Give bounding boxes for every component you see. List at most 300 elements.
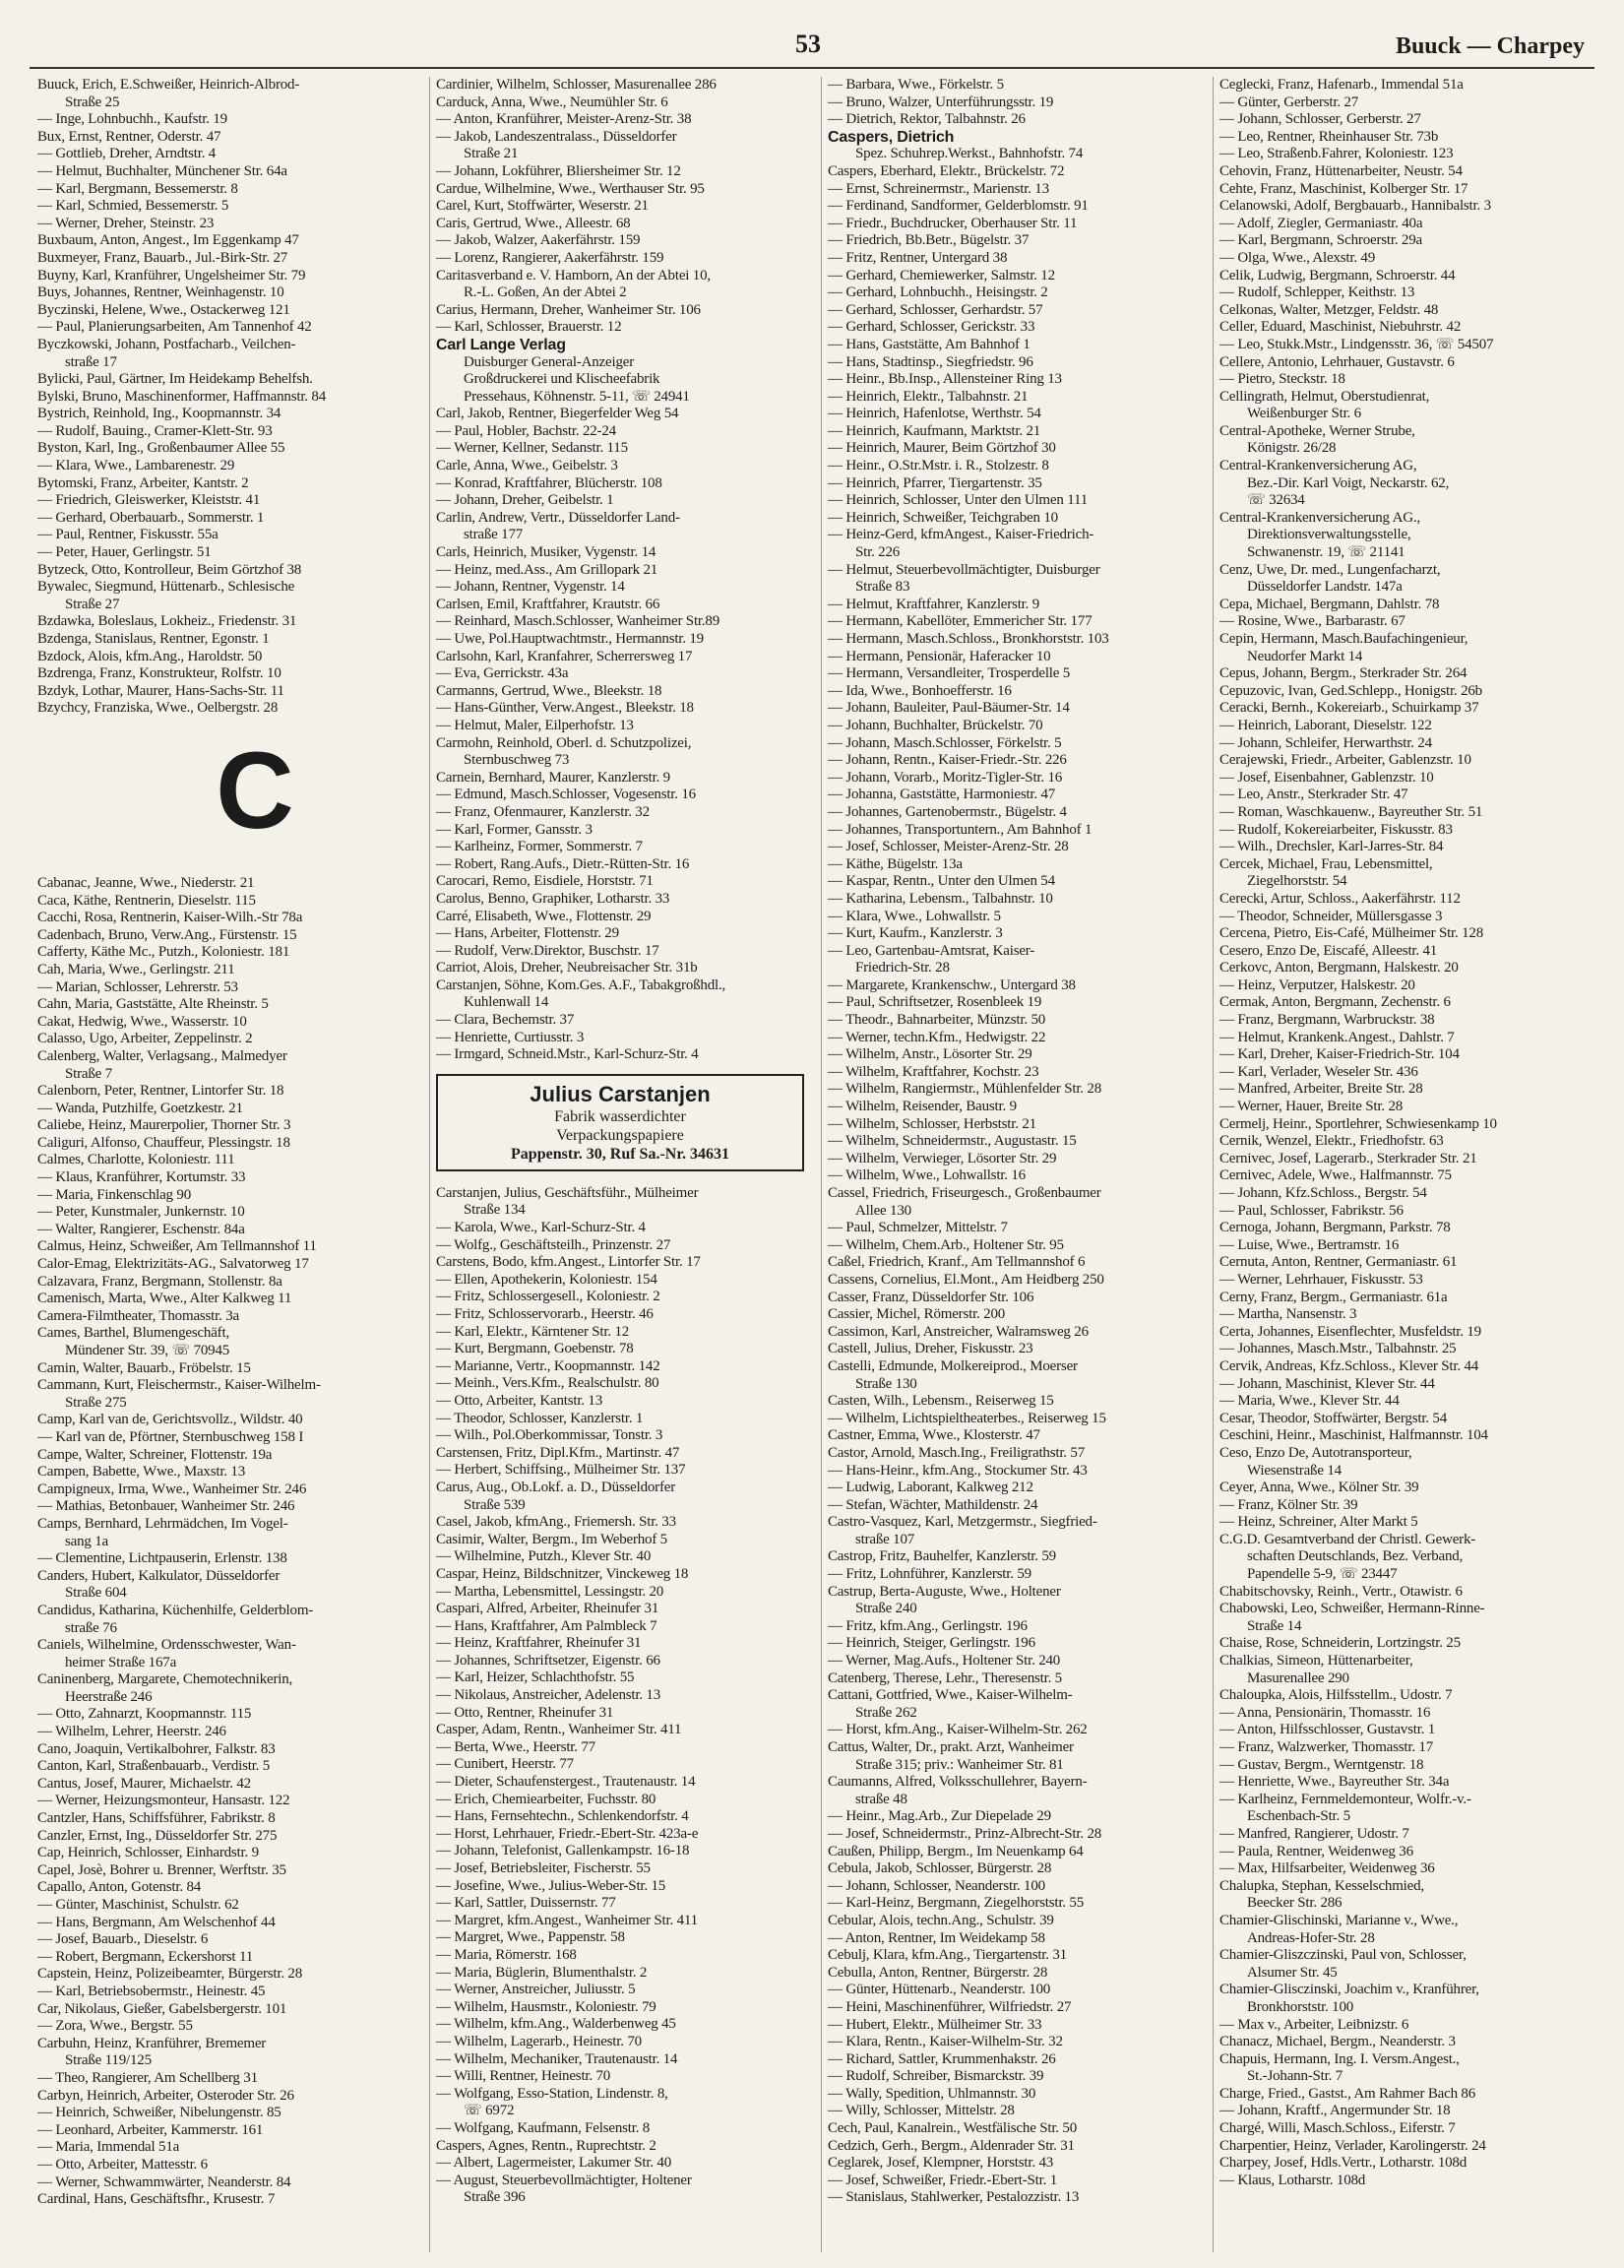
directory-entry: — Johanna, Gaststätte, Harmoniestr. 47 — [828, 787, 1056, 803]
directory-entry: Buxbaum, Anton, Angest., Im Eggenkamp 47 — [37, 232, 299, 249]
directory-entry: Cerajewski, Friedr., Arbeiter, Gablenzstr. 10 — [1219, 752, 1471, 769]
directory-entry: Weißenburger Str. 6 — [1247, 406, 1361, 422]
directory-entry: Bez.-Dir. Karl Voigt, Neckarstr. 62, — [1247, 474, 1450, 491]
ad-line1: Fabrik wasserdichter — [554, 1107, 686, 1125]
directory-entry: ☏ 32634 — [1247, 492, 1305, 509]
directory-entry: — Peter, Hauer, Gerlingstr. 51 — [37, 544, 212, 561]
directory-entry: — Wilhelm, Anstr., Lösorter Str. 29 — [828, 1046, 1032, 1063]
directory-entry: — Bruno, Walzer, Unterführungsstr. 19 — [828, 94, 1054, 110]
directory-entry: Cermelj, Heinr., Sportlehrer, Schwiesenkamp 10 — [1219, 1115, 1497, 1132]
directory-entry: — Werner, Heizungsmonteur, Hansastr. 122 — [37, 1793, 290, 1809]
directory-entry: — Johannes, Masch.Mstr., Talbahnstr. 25 — [1219, 1341, 1457, 1357]
directory-entry: — Eva, Gerrickstr. 43a — [436, 665, 569, 682]
directory-entry: Chaise, Rose, Schneiderin, Lortzingstr. 25 — [1219, 1635, 1461, 1652]
directory-entry: Camin, Walter, Bauarb., Fröbelstr. 15 — [37, 1359, 251, 1376]
directory-entry: — Johann, Telefonist, Gallenkampstr. 16-18 — [436, 1843, 690, 1859]
directory-entry: — Berta, Wwe., Heerstr. 77 — [436, 1738, 595, 1755]
directory-entry: Chabitschovsky, Reinh., Vertr., Otawistr. 6 — [1219, 1583, 1463, 1600]
directory-entry: Charpey, Josef, Hdls.Vertr., Lotharstr. 108d — [1219, 2155, 1468, 2172]
directory-entry: Cakat, Hedwig, Wwe., Wasserstr. 10 — [37, 1013, 247, 1030]
directory-entry: — Meinh., Vers.Kfm., Realschulstr. 80 — [436, 1375, 659, 1392]
directory-entry: — Johann, Schleifer, Herwarthstr. 24 — [1219, 734, 1432, 751]
directory-entry: — Roman, Waschkauenw., Bayreuther Str. 51 — [1219, 803, 1483, 820]
directory-entry: — Maria, Finkenschlag 90 — [37, 1186, 192, 1203]
directory-entry: Carbuhn, Heinz, Kranführer, Brememer — [37, 2035, 267, 2051]
directory-entry: Casper, Adam, Rentn., Wanheimer Str. 411 — [436, 1722, 682, 1738]
directory-entry: Bzdyk, Lothar, Maurer, Hans-Sachs-Str. 11 — [37, 682, 284, 699]
directory-entry: Bronkhorststr. 100 — [1247, 1998, 1354, 2015]
directory-entry: Celkonas, Walter, Metzger, Feldstr. 48 — [1219, 301, 1439, 318]
directory-entry: — Robert, Rang.Aufs., Dietr.-Rütten-Str. 16 — [436, 855, 690, 872]
directory-entry: — Theodor, Schneider, Müllersgasse 3 — [1219, 908, 1443, 924]
directory-entry: Bylski, Bruno, Maschinenformer, Haffmannstr. 84 — [37, 388, 327, 405]
directory-entry: — Wilhelm, Lagerarb., Heinestr. 70 — [436, 2033, 642, 2049]
directory-entry: — Maria, Wwe., Klever Str. 44 — [1219, 1393, 1400, 1410]
directory-entry: Schwanenstr. 19, ☏ 21141 — [1247, 544, 1405, 561]
directory-entry: Ceracki, Bernh., Kokereiarb., Schuirkamp 37 — [1219, 700, 1479, 717]
directory-entry: — Günter, Gerberstr. 27 — [1219, 94, 1359, 110]
directory-entry: — Gustav, Bergm., Werntgenstr. 18 — [1219, 1756, 1424, 1773]
directory-entry: Campen, Babette, Wwe., Maxstr. 13 — [37, 1464, 245, 1480]
directory-entry: Carius, Hermann, Dreher, Wanheimer Str. 106 — [436, 301, 701, 318]
directory-entry: — Günter, Maschinist, Schulstr. 62 — [37, 1897, 239, 1913]
directory-entry: — Margret, Wwe., Pappenstr. 58 — [436, 1929, 625, 1946]
directory-entry: Camenisch, Marta, Wwe., Alter Kalkweg 11 — [37, 1291, 292, 1307]
directory-entry: Masurenallee 290 — [1247, 1670, 1349, 1686]
directory-entry: — Martha, Nansenstr. 3 — [1219, 1306, 1357, 1323]
directory-entry: Allee 130 — [855, 1202, 911, 1219]
directory-entry: Castner, Emma, Wwe., Klosterstr. 47 — [828, 1427, 1040, 1444]
directory-entry: Canton, Karl, Straßenbauarb., Verdistr. 5 — [37, 1758, 271, 1775]
directory-entry: — Heinz, Kraftfahrer, Rheinufer 31 — [436, 1635, 642, 1652]
directory-entry: — Paul, Rentner, Fiskusstr. 55a — [37, 527, 219, 543]
directory-entry: Castrop, Fritz, Bauhelfer, Kanzlerstr. 59 — [828, 1548, 1056, 1565]
directory-entry: Str. 226 — [855, 544, 901, 561]
directory-entry: — Heinr., Mag.Arb., Zur Diepelade 29 — [828, 1808, 1051, 1825]
directory-entry: — Fritz, Schlosservorarb., Heerstr. 46 — [436, 1306, 654, 1322]
directory-entry: — Hans, Gaststätte, Am Bahnhof 1 — [828, 336, 1031, 352]
directory-entry: Caca, Käthe, Rentnerin, Dieselstr. 115 — [37, 892, 256, 909]
directory-entry: — Pietro, Steckstr. 18 — [1219, 371, 1345, 388]
directory-entry: — Johann, Schlosser, Neanderstr. 100 — [828, 1877, 1045, 1894]
directory-entry: Camp, Karl van de, Gerichtsvollz., Wildstr. 40 — [37, 1412, 303, 1428]
directory-entry: Eschenbach-Str. 5 — [1247, 1808, 1350, 1825]
directory-entry: — Konrad, Kraftfahrer, Blücherstr. 108 — [436, 474, 662, 491]
directory-entry: Caninenberg, Margarete, Chemotechnikerin, — [37, 1671, 293, 1688]
directory-entry: straße 48 — [855, 1791, 907, 1807]
directory-entry: — Peter, Kunstmaler, Junkernstr. 10 — [37, 1204, 245, 1221]
directory-entry: Candidus, Katharina, Küchenhilfe, Gelderblom- — [37, 1602, 314, 1618]
directory-entry: Carlsohn, Karl, Kranfahrer, Scherrersweg 17 — [436, 648, 693, 664]
directory-entry: — Johann, Buchhalter, Brückelstr. 70 — [828, 717, 1043, 733]
directory-entry: — Marianne, Vertr., Koopmannstr. 142 — [436, 1357, 660, 1374]
directory-entry: — Wilhelm, Verwieger, Lösorter Str. 29 — [828, 1150, 1057, 1166]
directory-entry: Cerecki, Artur, Schloss., Aakerfährstr. 112 — [1219, 890, 1461, 907]
directory-entry: — Friedrich, Gleiswerker, Kleiststr. 41 — [37, 492, 261, 509]
directory-entry: — Heinz, Verputzer, Halskestr. 20 — [1219, 976, 1415, 993]
directory-entry: Carel, Kurt, Stoffwärter, Weserstr. 21 — [436, 198, 649, 215]
directory-entry: — Hans, Fernsehtechn., Schlenkendorfstr. 4 — [436, 1808, 689, 1825]
directory-entry: Caris, Gertrud, Wwe., Alleestr. 68 — [436, 215, 631, 231]
directory-entry: — Rudolf, Schlepper, Keithstr. 13 — [1219, 284, 1415, 301]
directory-entry: — Wilhelm, Lichtspieltheaterbes., Reiserweg 15 — [828, 1410, 1106, 1426]
directory-entry: — Nikolaus, Anstreicher, Adelenstr. 13 — [436, 1687, 661, 1704]
directory-entry: — Heinz-Gerd, kfmAngest., Kaiser-Friedrich- — [828, 527, 1094, 543]
directory-entry: — Werner, Lehrhauer, Fiskusstr. 53 — [1219, 1271, 1423, 1288]
directory-entry: Capel, Josè, Bohrer u. Brenner, Werftstr. 35 — [37, 1861, 286, 1878]
directory-entry: — Heinrich, Schlosser, Unter den Ulmen 111 — [828, 492, 1088, 509]
directory-entry: Cantzler, Hans, Schiffsführer, Fabrikstr. 8 — [37, 1810, 276, 1827]
directory-entry: — Wilhelm, Schlosser, Herbststr. 21 — [828, 1115, 1036, 1132]
directory-entry: Cantus, Josef, Maurer, Michaelstr. 42 — [37, 1775, 251, 1792]
directory-entry: — Friedrich, Bb.Betr., Bügelstr. 37 — [828, 232, 1030, 249]
directory-entry: — Helmut, Krankenk.Angest., Dahlstr. 7 — [1219, 1029, 1455, 1045]
directory-entry: — Wolfgang, Esso-Station, Lindenstr. 8, — [436, 2085, 668, 2102]
directory-entry: — Erich, Chemiearbeiter, Fuchsstr. 80 — [436, 1791, 656, 1807]
directory-entry: Caußen, Philipp, Bergm., Im Neuenkamp 64 — [828, 1843, 1084, 1859]
directory-entry: — Hans-Günther, Verw.Angest., Bleekstr. 18 — [436, 700, 694, 717]
directory-entry: Ceglecki, Franz, Hafenarb., Immendal 51a — [1219, 77, 1464, 93]
directory-entry: Cassel, Friedrich, Friseurgesch., Großenbaumer — [828, 1185, 1101, 1201]
directory-entry: Cenz, Uwe, Dr. med., Lungenfacharzt, — [1219, 561, 1441, 578]
directory-entry: — Hermann, Pensionär, Haferacker 10 — [828, 648, 1051, 664]
directory-entry: schaften Deutschlands, Bez. Verband, — [1247, 1548, 1464, 1565]
directory-entry: Carbyn, Heinrich, Arbeiter, Osteroder Str. 26 — [37, 2087, 294, 2104]
directory-entry: — Willy, Schlosser, Mittelstr. 28 — [828, 2103, 1015, 2119]
directory-entry: — Wilh., Pol.Oberkommissar, Tonstr. 3 — [436, 1427, 663, 1444]
directory-entry: Straße 134 — [464, 1202, 526, 1219]
directory-entry: Cattus, Walter, Dr., prakt. Arzt, Wanheimer — [828, 1739, 1074, 1755]
directory-entry: Ceso, Enzo De, Autotransporteur, — [1219, 1444, 1412, 1461]
directory-entry: Capallo, Anton, Gotenstr. 84 — [37, 1879, 202, 1896]
directory-entry: — Herbert, Schiffsing., Mülheimer Str. 137 — [436, 1462, 686, 1479]
directory-entry: — Leo, Anstr., Sterkrader Str. 47 — [1219, 787, 1408, 803]
directory-entry: — Paul, Schriftsetzer, Rosenbleek 19 — [828, 994, 1042, 1011]
directory-entry: Casten, Wilh., Lebensm., Reiserweg 15 — [828, 1393, 1054, 1410]
directory-entry: Cames, Barthel, Blumengeschäft, — [37, 1325, 229, 1342]
directory-entry: — Heinrich, Elektr., Talbahnstr. 21 — [828, 388, 1029, 405]
column-4 — [1213, 77, 1595, 2252]
directory-entry: — Gerhard, Schlosser, Gerhardstr. 57 — [828, 301, 1043, 318]
page-header — [0, 0, 1624, 69]
directory-entry: Casel, Jakob, kfmAng., Friemersh. Str. 33 — [436, 1514, 676, 1531]
directory-entry: Carstanjen, Söhne, Kom.Ges. A.F., Tabakgroßhdl., — [436, 976, 726, 993]
directory-entry: Carstanjen, Julius, Geschäftsführ., Mülheimer — [436, 1184, 699, 1201]
directory-entry: straße 107 — [855, 1531, 915, 1547]
directory-entry: Bytzeck, Otto, Kontrolleur, Beim Görtzhof 38 — [37, 561, 302, 578]
directory-entry: — Kurt, Bergmann, Goebenstr. 78 — [436, 1341, 634, 1357]
directory-entry: — Franz, Kölner Str. 39 — [1219, 1496, 1358, 1513]
directory-entry: — Günter, Hüttenarb., Neanderstr. 100 — [828, 1982, 1051, 1998]
directory-entry: Carus, Aug., Ob.Lokf. a. D., Düsseldorfer — [436, 1479, 676, 1495]
directory-entry: Cahn, Maria, Gaststätte, Alte Rheinstr. 5 — [37, 996, 269, 1013]
directory-entry: — Friedr., Buchdrucker, Oberhauser Str. 11 — [828, 215, 1078, 231]
directory-entry: — Helmut, Buchhalter, Münchener Str. 64a — [37, 162, 287, 179]
directory-entry: — Heini, Maschinenführer, Wilfriedstr. 27 — [828, 1998, 1072, 2015]
directory-entry: Duisburger General-Anzeiger — [464, 353, 634, 370]
directory-entry: — Hans, Kraftfahrer, Am Palmbleck 7 — [436, 1617, 657, 1634]
directory-entry: Carl, Jakob, Rentner, Biegerfelder Weg 54 — [436, 406, 679, 422]
directory-entry: — Heinr., Bb.Insp., Allensteiner Ring 13 — [828, 371, 1062, 388]
directory-entry: — Karl, Bergmann, Schroerstr. 29a — [1219, 232, 1422, 249]
directory-entry: Ceyer, Anna, Wwe., Kölner Str. 39 — [1219, 1480, 1419, 1496]
directory-entry: — Heinrich, Schweißer, Teichgraben 10 — [828, 509, 1058, 526]
directory-entry: — Barbara, Wwe., Förkelstr. 5 — [828, 77, 1004, 93]
directory-entry: Chanacz, Michael, Bergm., Neanderstr. 3 — [1219, 2034, 1456, 2050]
directory-entry: Straße 83 — [855, 579, 910, 596]
directory-entry: — Karl, Schmied, Bessemerstr. 5 — [37, 198, 229, 215]
directory-entry: — Josef, Betriebsleiter, Fischerstr. 55 — [436, 1860, 651, 1876]
directory-entry: Charpentier, Heinz, Verlader, Karolingerstr. 24 — [1219, 2137, 1486, 2154]
directory-entry: Canzler, Ernst, Ing., Düsseldorfer Str. 275 — [37, 1827, 278, 1844]
directory-entry: — Karl-Heinz, Bergmann, Ziegelhorststr. 55 — [828, 1895, 1085, 1912]
directory-entry: — Karl, Verlader, Weseler Str. 436 — [1219, 1063, 1418, 1080]
directory-entry: — Hermann, Kabellöter, Emmericher Str. 177 — [828, 613, 1093, 630]
directory-entry: — Karlheinz, Former, Sommerstr. 7 — [436, 839, 643, 855]
directory-entry: — Katharina, Lebensm., Talbahnstr. 10 — [828, 890, 1053, 907]
directory-entry: Cebulla, Anton, Rentner, Bürgerstr. 28 — [828, 1964, 1048, 1981]
directory-entry: Cacchi, Rosa, Rentnerin, Kaiser-Wilh.-Str 78a — [37, 910, 303, 926]
directory-entry: Cedzich, Gerh., Bergm., Aldenrader Str. 31 — [828, 2137, 1075, 2154]
column-3 — [821, 77, 1204, 2252]
directory-entry: Cervik, Andreas, Kfz.Schloss., Klever Str. 44 — [1219, 1357, 1479, 1374]
directory-entry: — Ludwig, Laborant, Kalkweg 212 — [828, 1480, 1033, 1496]
directory-entry: Caniels, Wilhelmine, Ordensschwester, Wan- — [37, 1637, 296, 1654]
directory-entry: Caliguri, Alfonso, Chauffeur, Plessingstr. 18 — [37, 1134, 290, 1151]
directory-entry: — Henriette, Curtiusstr. 3 — [436, 1029, 585, 1045]
directory-entry: — Karl, Schlosser, Brauerstr. 12 — [436, 319, 622, 336]
directory-entry: Campe, Walter, Schreiner, Flottenstr. 19a — [37, 1446, 273, 1463]
directory-entry: Cassimon, Karl, Anstreicher, Walramsweg 26 — [828, 1323, 1089, 1340]
directory-entry: Catenberg, Therese, Lehr., Theresenstr. 5 — [828, 1670, 1062, 1686]
directory-entry: ☏ 6972 — [464, 2103, 515, 2119]
directory-entry: — Adolf, Ziegler, Germaniastr. 40a — [1219, 215, 1423, 231]
directory-entry: Byston, Karl, Ing., Großenbaumer Allee 55 — [37, 440, 285, 457]
directory-entry: — Helmut, Maler, Eilperhofstr. 13 — [436, 717, 634, 733]
directory-entry: — Maria, Büglerin, Blumenthalstr. 2 — [436, 1964, 648, 1981]
directory-entry: Alsumer Str. 45 — [1247, 1964, 1338, 1981]
directory-entry: — Theodor, Schlosser, Kanzlerstr. 1 — [436, 1410, 644, 1426]
directory-entry: Cesar, Theodor, Stoffwärter, Bergstr. 54 — [1219, 1410, 1447, 1426]
directory-entry: Celanowski, Adolf, Bergbauarb., Hannibalstr. 3 — [1219, 198, 1491, 215]
directory-entry: — Richard, Sattler, Krummenhakstr. 26 — [828, 2050, 1056, 2067]
directory-entry: — Karl van de, Pförtner, Sternbuschweg 158 I — [37, 1428, 304, 1445]
directory-entry: Chamier-Glisczinski, Joachim v., Kranführer, — [1219, 1982, 1479, 1998]
directory-entry: Cernoga, Johann, Bergmann, Parkstr. 78 — [1219, 1220, 1451, 1236]
directory-entry: Straße 130 — [855, 1375, 917, 1392]
directory-entry: — Ida, Wwe., Bonhoefferstr. 16 — [828, 682, 1012, 699]
directory-entry: — Fritz, Schlossergesell., Koloniestr. 2 — [436, 1289, 660, 1305]
directory-entry: Straße 275 — [65, 1394, 127, 1411]
directory-entry: Großdruckerei und Klischeefabrik — [464, 371, 660, 388]
directory-entry: Cebulj, Klara, kfm.Ang., Tiergartenstr. 31 — [828, 1947, 1067, 1964]
directory-entry: Carmohn, Reinhold, Oberl. d. Schutzpolizei, — [436, 734, 692, 751]
directory-entry: Carls, Heinrich, Musiker, Vygenstr. 14 — [436, 544, 656, 561]
directory-entry: Calmus, Heinz, Schweißer, Am Tellmannshof 11 — [37, 1238, 317, 1255]
directory-entry: Wiesenstraße 14 — [1247, 1462, 1342, 1479]
directory-entry: — Heinrich, Kaufmann, Marktstr. 21 — [828, 422, 1041, 439]
directory-entry: — Cunibert, Heerstr. 77 — [436, 1756, 574, 1773]
directory-entry: — Josef, Eisenbahner, Gablenzstr. 10 — [1219, 769, 1434, 786]
directory-entry: — August, Steuerbevollmächtigter, Holtener — [436, 2172, 692, 2188]
directory-entry: — Johann, Kraftf., Angermunder Str. 18 — [1219, 2103, 1451, 2119]
directory-entry: Cepin, Hermann, Masch.Baufachingenieur, — [1219, 631, 1468, 647]
directory-entry: — Leo, Straßenb.Fahrer, Koloniestr. 123 — [1219, 146, 1454, 162]
column-1 — [37, 77, 413, 2252]
directory-entry: Bylicki, Paul, Gärtner, Im Heidekamp Behelfsh. — [37, 371, 313, 388]
directory-entry: — Margarete, Krankenschw., Untergard 38 — [828, 976, 1076, 993]
directory-entry: — Zora, Wwe., Bergstr. 55 — [37, 2018, 193, 2035]
directory-entry: Carocari, Remo, Eisdiele, Horststr. 71 — [436, 873, 654, 890]
directory-entry: Straße 21 — [464, 146, 519, 162]
directory-entry: — Marian, Schlosser, Lehrerstr. 53 — [37, 978, 238, 995]
directory-entry: Heerstraße 246 — [65, 1688, 153, 1705]
directory-entry: Mündener Str. 39, ☏ 70945 — [65, 1343, 230, 1358]
directory-entry: — Gerhard, Oberbauarb., Sommerstr. 1 — [37, 509, 265, 526]
directory-entry: — Kaspar, Rentn., Unter den Ulmen 54 — [828, 873, 1055, 890]
directory-entry: Caspari, Alfred, Arbeiter, Rheinufer 31 — [436, 1601, 659, 1617]
directory-entry: Byczkowski, Johann, Postfacharb., Veilchen- — [37, 336, 296, 352]
directory-entry: — Karlheinz, Fernmeldemonteur, Wolfr.-v.- — [1219, 1791, 1471, 1807]
directory-entry: — Robert, Bergmann, Eckershorst 11 — [37, 1948, 253, 1965]
directory-entry: — Wilhelm, Rangiermstr., Mühlenfelder Str. 28 — [828, 1081, 1101, 1098]
directory-entry: Bzdock, Alois, kfm.Ang., Haroldstr. 50 — [37, 648, 263, 664]
advertisement-box — [436, 1074, 804, 1171]
directory-entry: Castell, Julius, Dreher, Fiskusstr. 23 — [828, 1341, 1033, 1357]
directory-entry: — Heinrich, Maurer, Beim Görtzhof 30 — [828, 440, 1056, 457]
directory-entry: — Maria, Römerstr. 168 — [436, 1946, 577, 1963]
directory-entry: Bywalec, Siegmund, Hüttenarb., Schlesische — [37, 579, 295, 596]
directory-entry: Straße 25 — [65, 94, 120, 110]
directory-entry: Cebula, Jakob, Schlosser, Bürgerstr. 28 — [828, 1860, 1052, 1877]
directory-entry: Canders, Hubert, Kalkulator, Düsseldorfer — [37, 1567, 281, 1584]
directory-entry: Castor, Arnold, Masch.Ing., Freiligrathstr. 57 — [828, 1444, 1086, 1461]
directory-entry: — Klaus, Lotharstr. 108d — [1219, 2172, 1366, 2188]
directory-entry: Straße 262 — [855, 1704, 917, 1721]
directory-entry: — Wilhelm, Hausmstr., Koloniestr. 79 — [436, 1998, 656, 2015]
directory-entry: Carriot, Alois, Dreher, Neubreisacher Str. 31b — [436, 960, 698, 976]
directory-entry: — Leo, Rentner, Rheinhauser Str. 73b — [1219, 128, 1439, 145]
directory-entry: Cerkovc, Anton, Bergmann, Halskestr. 20 — [1219, 960, 1459, 976]
directory-entry: — Helmut, Steuerbevollmächtigter, Duisburger — [828, 561, 1100, 578]
directory-entry: — Otto, Zahnarzt, Koopmannstr. 115 — [37, 1706, 252, 1723]
directory-entry: — Wilhelm, Mechaniker, Trautenaustr. 14 — [436, 2050, 678, 2067]
directory-entry: Cano, Joaquin, Vertikalbohrer, Falkstr. 83 — [37, 1740, 276, 1757]
directory-entry: — Werner, Mag.Aufs., Holtener Str. 240 — [828, 1653, 1061, 1670]
directory-entry: Buxmeyer, Franz, Bauarb., Jul.-Birk-Str. 27 — [37, 249, 288, 266]
directory-entry: Spez. Schuhrep.Werkst., Bahnhofstr. 74 — [855, 146, 1084, 162]
ad-title: Julius Carstanjen — [530, 1081, 711, 1106]
directory-entry: — Johann, Maschinist, Klever Str. 44 — [1219, 1375, 1435, 1392]
directory-entry: Andreas-Hofer-Str. 28 — [1247, 1929, 1375, 1946]
directory-entry: Calmes, Charlotte, Koloniestr. 111 — [37, 1152, 235, 1168]
directory-entry: Calasso, Ugo, Arbeiter, Zeppelinstr. 2 — [37, 1031, 253, 1047]
directory-entry: — Wilh., Drechsler, Karl-Jarres-Str. 84 — [1219, 839, 1444, 855]
directory-entry: — Theo, Rangierer, Am Schellberg 31 — [37, 2069, 258, 2086]
directory-entry: Buuck, Erich, E.Schweißer, Heinrich-Albrod- — [37, 77, 300, 93]
directory-entry: — Theodr., Bahnarbeiter, Münzstr. 50 — [828, 1012, 1046, 1029]
directory-entry: Straße 14 — [1247, 1617, 1302, 1634]
directory-entry: — Heinrich, Hafenlotse, Werthstr. 54 — [828, 406, 1041, 422]
directory-entry: St.-Johann-Str. 7 — [1247, 2068, 1343, 2085]
directory-entry: — Helmut, Kraftfahrer, Kanzlerstr. 9 — [828, 596, 1040, 612]
directory-entry: Bzdawka, Boleslaus, Lokheiz., Friedenstr. 31 — [37, 613, 297, 630]
directory-entry: — Leonhard, Arbeiter, Kammerstr. 161 — [37, 2121, 264, 2138]
directory-entry: Chalupka, Stephan, Kesselschmied, — [1219, 1877, 1424, 1894]
directory-entry: — Josef, Schlosser, Meister-Arenz-Str. 28 — [828, 839, 1069, 855]
directory-entry: — Hans, Arbeiter, Flottenstr. 29 — [436, 925, 619, 942]
directory-entry: Ceglarek, Josef, Klempner, Horststr. 43 — [828, 2155, 1054, 2172]
directory-entry: Caspers, Dietrich — [828, 128, 955, 146]
directory-entry: C.G.D. Gesamtverband der Christl. Gewerk- — [1219, 1531, 1476, 1547]
directory-entry: — Otto, Rentner, Rheinufer 31 — [436, 1704, 614, 1721]
directory-entry: Cepus, Johann, Bergm., Sterkrader Str. 264 — [1219, 665, 1468, 682]
directory-entry: — Josef, Schweißer, Friedr.-Ebert-Str. 1 — [828, 2172, 1058, 2188]
directory-entry: — Wilhelm, Reisender, Baustr. 9 — [828, 1099, 1017, 1115]
directory-entry: Carle, Anna, Wwe., Geibelstr. 3 — [436, 458, 618, 474]
directory-entry: Cadenbach, Bruno, Verw.Ang., Fürstenstr. 15 — [37, 926, 297, 943]
directory-entry: — Werner, Dreher, Steinstr. 23 — [37, 215, 215, 231]
directory-entry: — Hans-Heinr., kfm.Ang., Stockumer Str. 43 — [828, 1462, 1088, 1479]
directory-entry: Carstens, Bodo, kfm.Angest., Lintorfer Str. 17 — [436, 1254, 701, 1271]
directory-entry: Chamier-Gliszczinski, Paul von, Schlosser, — [1219, 1947, 1467, 1964]
directory-entry: Caspar, Heinz, Bildschnitzer, Vinckeweg 18 — [436, 1565, 689, 1582]
directory-entry: — Karl, Betriebsobermstr., Heinestr. 45 — [37, 1983, 266, 1999]
directory-entry: — Hermann, Versandleiter, Trosperdelle 5 — [828, 665, 1071, 682]
ad-line2: Verpackungspapiere — [556, 1126, 684, 1144]
directory-entry: — Olga, Wwe., Alexstr. 49 — [1219, 249, 1376, 266]
directory-entry: Cernivec, Josef, Lagerarb., Sterkrader Str. 21 — [1219, 1150, 1477, 1166]
directory-entry: Cepa, Michael, Bergmann, Dahlstr. 78 — [1219, 596, 1440, 612]
directory-entry: Kuhlenwall 14 — [464, 994, 549, 1011]
directory-entry: — Werner, Hauer, Breite Str. 28 — [1219, 1099, 1404, 1115]
directory-entry: straße 177 — [464, 527, 524, 543]
directory-entry: — Johann, Kfz.Schloss., Bergstr. 54 — [1219, 1185, 1427, 1201]
directory-entry: Cebular, Alois, techn.Ang., Schulstr. 39 — [828, 1912, 1054, 1928]
directory-entry: — Anton, Kranführer, Meister-Arenz-Str. 38 — [436, 111, 692, 128]
directory-entry: Celler, Eduard, Maschinist, Niebuhrstr. 42 — [1219, 319, 1462, 336]
directory-entry: Celik, Ludwig, Bergmann, Schroerstr. 44 — [1219, 267, 1456, 284]
directory-entry: Bzychcy, Franziska, Wwe., Oelbergstr. 28 — [37, 700, 279, 717]
directory-entry: Cammann, Kurt, Fleischermstr., Kaiser-Wilhelm- — [37, 1377, 321, 1394]
directory-entry: — Johann, Masch.Schlosser, Förkelstr. 5 — [828, 734, 1062, 751]
directory-entry: Camera-Filmtheater, Thomasstr. 3a — [37, 1307, 239, 1324]
directory-entry: — Rudolf, Verw.Direktor, Buschstr. 17 — [436, 942, 659, 959]
directory-entry: — Paul, Schmelzer, Mittelstr. 7 — [828, 1220, 1008, 1236]
directory-entry: Cernivec, Adele, Wwe., Halfmannstr. 75 — [1219, 1167, 1452, 1184]
directory-entry: Straße 396 — [464, 2189, 526, 2206]
directory-entry: — Wolfgang, Kaufmann, Felsenstr. 8 — [436, 2119, 651, 2136]
directory-entry: Carré, Elisabeth, Wwe., Flottenstr. 29 — [436, 908, 652, 924]
directory-entry: Car, Nikolaus, Gießer, Gabelsbergerstr. 101 — [37, 2000, 287, 2017]
directory-entry: Calzavara, Franz, Bergmann, Stollenstr. 8a — [37, 1273, 282, 1290]
directory-entry: — Werner, Anstreicher, Juliusstr. 5 — [436, 1982, 636, 1998]
directory-entry: — Leo, Gartenbau-Amtsrat, Kaiser- — [828, 942, 1035, 959]
directory-entry: Bzdrenga, Franz, Konstrukteur, Rolfstr. 10 — [37, 665, 281, 682]
directory-entry: — Johannes, Schriftsetzer, Eigenstr. 66 — [436, 1652, 660, 1669]
directory-entry: Düsseldorfer Landstr. 147a — [1247, 579, 1403, 596]
directory-entry: — Luise, Wwe., Bertramstr. 16 — [1219, 1236, 1400, 1253]
directory-entry: Cah, Maria, Wwe., Gerlingstr. 211 — [37, 961, 235, 977]
directory-entry: Certa, Johannes, Eisenflechter, Musfeldstr. 19 — [1219, 1323, 1481, 1340]
directory-entry: — Karola, Wwe., Karl-Schurz-Str. 4 — [436, 1220, 646, 1236]
directory-entry: — Johann, Lokführer, Bliersheimer Str. 12 — [436, 162, 681, 179]
directory-entry: — Johannes, Transportuntern., Am Bahnhof 1 — [828, 821, 1093, 838]
directory-entry: — Johann, Vorarb., Moritz-Tigler-Str. 16 — [828, 769, 1063, 786]
directory-entry: Cerny, Franz, Bergm., Germaniastr. 61a — [1219, 1289, 1448, 1305]
directory-entry: Beecker Str. 286 — [1247, 1895, 1343, 1912]
directory-entry: — Josefine, Wwe., Julius-Weber-Str. 15 — [436, 1877, 666, 1894]
